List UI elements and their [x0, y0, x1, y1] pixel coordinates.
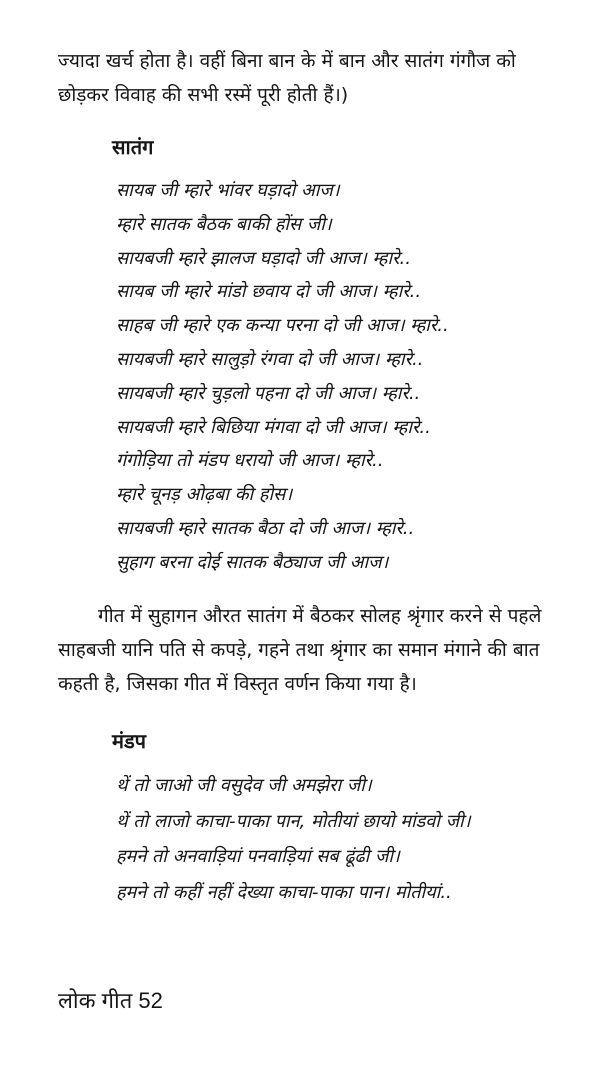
section-heading-mandap: मंडप	[112, 729, 147, 753]
song-line: म्हारे सातक बैठक बाकी होंस जी।	[116, 213, 332, 235]
intro-line: छोड़कर विवाह की सभी रस्में पूरी होती हैं।)	[58, 84, 349, 106]
section-heading-saatang: सातंग	[112, 135, 154, 159]
song-line: सायबजी म्हारे बिछिया मंगवा दो जी आज। म्हारे..	[116, 416, 431, 438]
intro-paragraph	[58, 44, 594, 112]
song-line: सुहाग बरना दोई सातक बैठ्याज जी आज।	[116, 551, 389, 573]
song-line: थें तो लाजो काचा-पाका पान, मोतीयां छायो मांडवो जी।	[116, 810, 471, 832]
song-line: गंगोड़िया तो मंडप धरायो जी आज। म्हारे..	[116, 450, 384, 472]
song-line: सायब जी म्हारे भांवर घड़ादो आज।	[116, 180, 340, 201]
explanation-line: साहबजी यानि पति से कपड़े, गहने तथा श्रृंगार का समान मंगाने की बात	[58, 639, 540, 661]
intro-line: ज्यादा खर्च होता है। वहीं बिना बान के में बान और सातंग गंगौज को	[58, 50, 516, 72]
song-line: सायबजी म्हारे सालुड़ो रंगवा दो जी आज। म्हारे..	[116, 348, 424, 370]
explanation-line: गीत में सुहागन औरत सातंग में बैठकर सोलह श्रृंगार करने से पहले	[98, 605, 542, 627]
explanation-line: कहती है, जिसका गीत में विस्तृत वर्णन किया गया है।	[58, 673, 417, 695]
song-line: सायबजी म्हारे सातक बैठा दो जी आज। म्हारे..	[116, 517, 415, 539]
song-mandap	[116, 768, 586, 910]
song-line: सायबजी म्हारे चुड़लो पहना दो जी आज। म्हारे..	[116, 382, 421, 404]
song-line: हमने तो कहीं नहीं देख्या काचा-पाका पान। मोतीयां..	[116, 881, 452, 903]
song-line: हमने तो अनवाड़ियां पनवाड़ियां सब ढूंढी जी।	[116, 846, 400, 867]
explanation-paragraph	[58, 599, 594, 701]
song-line: म्हारे चूनड़ ओढ़बा की होस।	[116, 484, 293, 506]
page-number: 52	[138, 988, 163, 1013]
song-saatang	[116, 174, 586, 580]
song-line: सायबजी म्हारे झालज घड़ादो जी आज। म्हारे..	[116, 247, 411, 269]
song-line: सायब जी म्हारे मांडो छवाय दो जी आज। म्हारे..	[116, 281, 422, 303]
page-footer	[58, 985, 163, 1015]
song-line: थें तो जाओ जी वसुदेव जी अमझेरा जी।	[116, 775, 372, 796]
book-title: लोक गीत	[58, 988, 133, 1013]
song-line: साहब जी म्हारे एक कन्या परना दो जी आज। म्हारे..	[116, 315, 449, 337]
